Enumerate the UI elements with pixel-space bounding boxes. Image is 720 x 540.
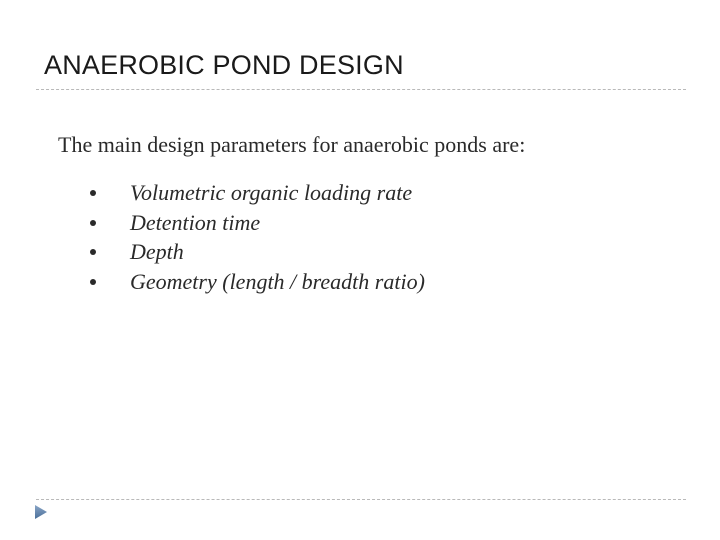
triangle-right-icon[interactable] [34,504,48,520]
title-divider [36,89,686,90]
parameter-label: Volumetric organic loading rate [130,180,413,205]
bullet-icon [90,190,96,196]
parameter-label: Detention time [130,209,261,235]
parameter-label: Geometry (length / breadth ratio) [130,268,425,294]
parameter-label: Depth [130,239,184,264]
bullet-icon [90,279,96,285]
intro-text: The main design parameters for anaerobic ponds are: [58,132,526,157]
parameters-image [58,132,526,302]
bullet-icon [90,249,96,255]
footer-divider [36,499,686,500]
slide-title: ANAEROBIC POND DESIGN [44,50,404,80]
bullet-icon [90,220,96,226]
